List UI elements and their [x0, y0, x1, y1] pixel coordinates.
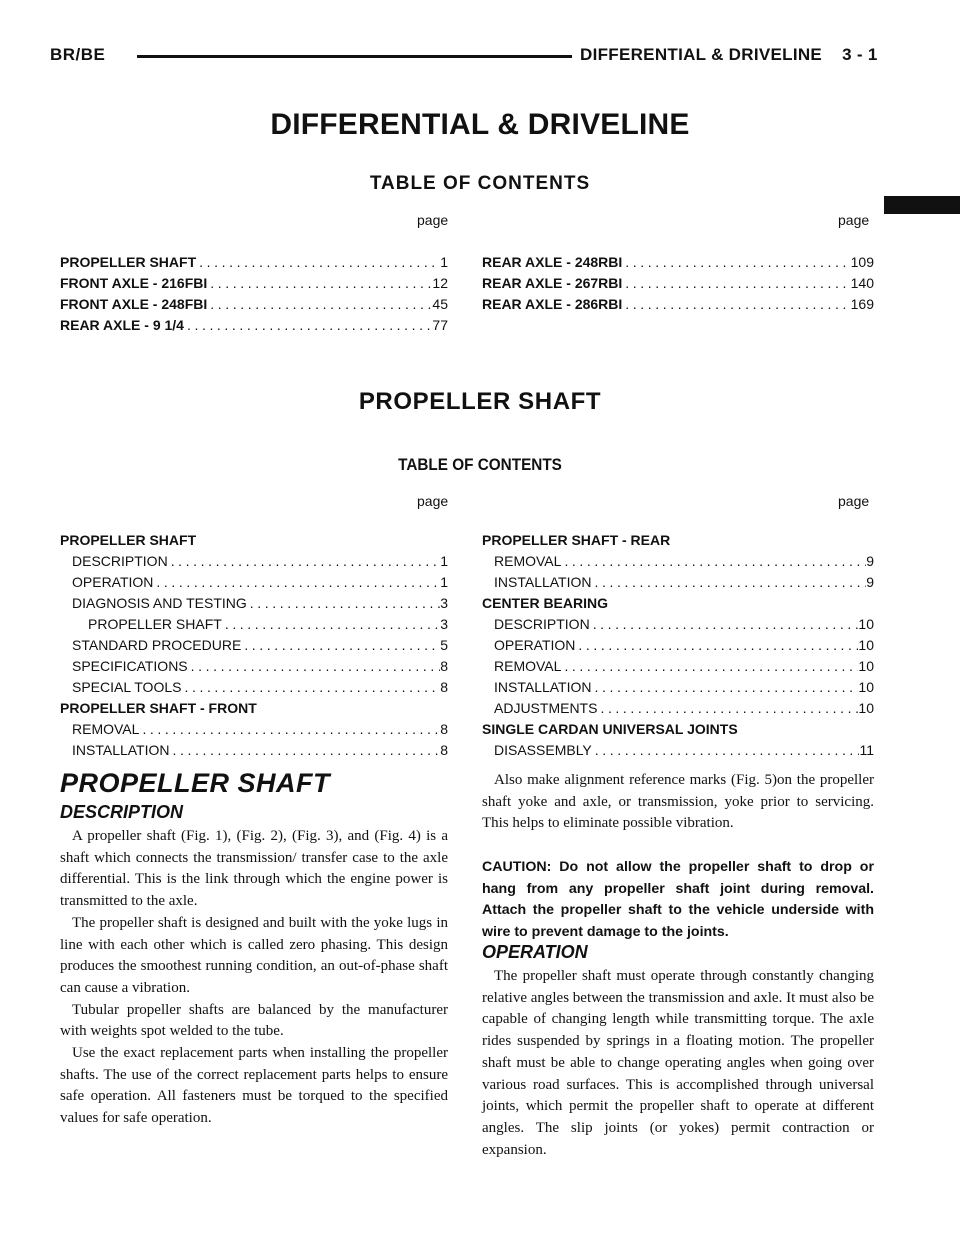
toc-entry[interactable] — [60, 296, 448, 312]
toc-entry-page: 8 — [440, 742, 448, 758]
toc-entry-page: 1 — [440, 254, 448, 270]
toc-entry-label: DESCRIPTION — [72, 553, 168, 569]
toc-entry[interactable] — [88, 616, 448, 632]
toc-entry-page: 10 — [858, 679, 874, 695]
toc-entry[interactable] — [60, 275, 448, 291]
section-toc-title: TABLE OF CONTENTS — [398, 455, 562, 474]
toc-group-heading: PROPELLER SHAFT — [60, 532, 197, 548]
toc-entry[interactable] — [494, 574, 874, 590]
toc-entry-page: 77 — [432, 317, 448, 333]
toc-entry-label: REAR AXLE - 248RBI — [482, 254, 623, 270]
toc-entry-page: 8 — [440, 658, 448, 674]
toc-entry-page: 1 — [440, 574, 448, 590]
toc-entry-page: 9 — [866, 574, 874, 590]
toc-entry[interactable] — [494, 658, 874, 674]
toc-entry[interactable] — [72, 595, 448, 611]
toc-entry[interactable] — [482, 275, 874, 291]
toc-entry-label: FRONT AXLE - 216FBI — [60, 275, 208, 291]
toc-entry[interactable] — [72, 553, 448, 569]
toc-entry-label: REMOVAL — [494, 553, 562, 569]
toc-entry-page: 12 — [432, 275, 448, 291]
header-rule — [137, 55, 572, 58]
toc-entry-page: 8 — [440, 721, 448, 737]
operation-heading: OPERATION — [482, 942, 588, 962]
toc-entry-label: PROPELLER SHAFT — [88, 616, 222, 632]
description-paragraph: The propeller shaft is designed and built with the yoke lugs in line with each other which is called zero phasing. This design produces the smoothest running condition, an out-of-phase shaft can cause a vibration. — [60, 914, 448, 996]
toc-entry-label: OPERATION — [494, 637, 576, 653]
toc-page-label-right: page — [838, 212, 870, 228]
toc-entry[interactable] — [494, 553, 874, 569]
toc-entry-page: 3 — [440, 595, 448, 611]
toc-entry-page: 10 — [858, 637, 874, 653]
toc-entry-page: 8 — [440, 679, 448, 695]
description-paragraph: Use the exact replacement parts when installing the propeller shafts. The use of the correct replacement parts helps to ensure safe operation. All fasteners must be torqued to the specified values for safe operation. — [60, 1045, 448, 1127]
toc-entry-page: 5 — [440, 637, 448, 653]
running-header-left: BR/BE — [50, 45, 106, 64]
running-header-right: DIFFERENTIAL & DRIVELINE 3 - 1 — [580, 45, 878, 64]
caution-note: CAUTION: Do not allow the propeller shaft to drop or hang from any propeller shaft joint during removal. Attach the propeller shaft to the vehicle underside with wire to prevent damage to the joints. — [482, 859, 874, 941]
toc-entry[interactable] — [494, 679, 874, 695]
section-toc-page-label-left: page — [417, 493, 449, 509]
toc-entry[interactable] — [482, 254, 874, 270]
description-paragraph: Tubular propeller shafts are balanced by the manufacturer with weights spot welded to the tube. — [60, 1001, 448, 1040]
toc-entry-label: REAR AXLE - 267RBI — [482, 275, 623, 291]
toc-entry-page: 140 — [850, 275, 874, 291]
toc-entry-page: 10 — [858, 658, 874, 674]
toc-entry-label: INSTALLATION — [72, 742, 170, 758]
toc-entry[interactable] — [72, 721, 448, 737]
toc-entry-label: REAR AXLE - 286RBI — [482, 296, 623, 312]
toc-entry-label: INSTALLATION — [494, 679, 592, 695]
body-heading: PROPELLER SHAFT — [60, 768, 331, 798]
toc-entry-page: 1 — [440, 553, 448, 569]
toc-entry[interactable] — [494, 616, 874, 632]
section-thumb-tab — [884, 196, 960, 214]
toc-entry[interactable] — [72, 679, 448, 695]
description-heading: DESCRIPTION — [60, 802, 184, 822]
toc-entry-label: DESCRIPTION — [494, 616, 590, 632]
toc-entry-page: 11 — [859, 742, 874, 758]
toc-group-heading: PROPELLER SHAFT - FRONT — [60, 700, 257, 716]
toc-entry-label: INSTALLATION — [494, 574, 592, 590]
toc-entry[interactable] — [494, 637, 874, 653]
operation-text: The propeller shaft must operate through constantly changing relative angles between the transmission and axle. It must also be capable of changing length while transmitting torque. The axle rides suspended by springs in a floating motion. The propeller shaft must be able to change operating angles when going over various road surfaces. This is accomplished through universal joints, which permit the propeller shaft to operate at different angles. The slip joints (or yokes) permit contraction or expansion. — [482, 968, 874, 1158]
alignment-marks-text: Also make alignment reference marks (Fig. 5)on the propeller shaft yoke and axle, or transmission, yoke prior to servicing. This helps to eliminate possible vibration. — [482, 772, 874, 832]
toc-group-heading: SINGLE CARDAN UNIVERSAL JOINTS — [482, 721, 738, 737]
toc-entry-label: DIAGNOSIS AND TESTING — [72, 595, 247, 611]
toc-entry-label: OPERATION — [72, 574, 154, 590]
toc-entry-page: 10 — [858, 700, 874, 716]
toc-entry[interactable] — [72, 637, 448, 653]
toc-entry-label: SPECIAL TOOLS — [72, 679, 182, 695]
toc-title: TABLE OF CONTENTS — [369, 173, 591, 194]
toc-entry-page: 10 — [858, 616, 874, 632]
toc-page-label-left: page — [417, 212, 449, 228]
toc-entry-label: STANDARD PROCEDURE — [72, 637, 242, 653]
toc-entry-label: DISASSEMBLY — [494, 742, 592, 758]
toc-group-heading: CENTER BEARING — [482, 595, 609, 611]
toc-entry[interactable] — [494, 700, 874, 716]
description-paragraph: A propeller shaft (Fig. 1), (Fig. 2), (Fig. 3), and (Fig. 4) is a shaft which connects the transmission/ transfer case to the axle differential. This is the link through which the engine power is transmitted to the axle. — [60, 828, 448, 910]
toc-entry-page: 109 — [850, 254, 874, 270]
toc-entry[interactable] — [494, 742, 874, 758]
toc-entry[interactable] — [60, 254, 448, 270]
toc-entry-label: FRONT AXLE - 248FBI — [60, 296, 208, 312]
toc-entry-label: REMOVAL — [72, 721, 140, 737]
toc-entry-page: 9 — [866, 553, 874, 569]
toc-entry-page: 45 — [432, 296, 448, 312]
toc-entry[interactable] — [482, 296, 874, 312]
toc-entry-label: PROPELLER SHAFT — [60, 254, 197, 270]
toc-entry-label: ADJUSTMENTS — [494, 700, 598, 716]
toc-entry[interactable] — [72, 658, 448, 674]
toc-entry-page: 3 — [440, 616, 448, 632]
section-toc-page-label-right: page — [838, 493, 870, 509]
toc-entry[interactable] — [72, 574, 448, 590]
toc-entry-label: REAR AXLE - 9 1/4 — [60, 317, 184, 333]
section-title: PROPELLER SHAFT — [358, 388, 602, 415]
toc-entry[interactable] — [72, 742, 448, 758]
toc-entry[interactable] — [60, 317, 448, 333]
description-text — [60, 826, 448, 1130]
toc-entry-label: REMOVAL — [494, 658, 562, 674]
page-title: DIFFERENTIAL & DRIVELINE — [270, 108, 690, 141]
toc-entry-page: 169 — [850, 296, 874, 312]
toc-entry-label: SPECIFICATIONS — [72, 658, 188, 674]
toc-group-heading: PROPELLER SHAFT - REAR — [482, 532, 671, 548]
